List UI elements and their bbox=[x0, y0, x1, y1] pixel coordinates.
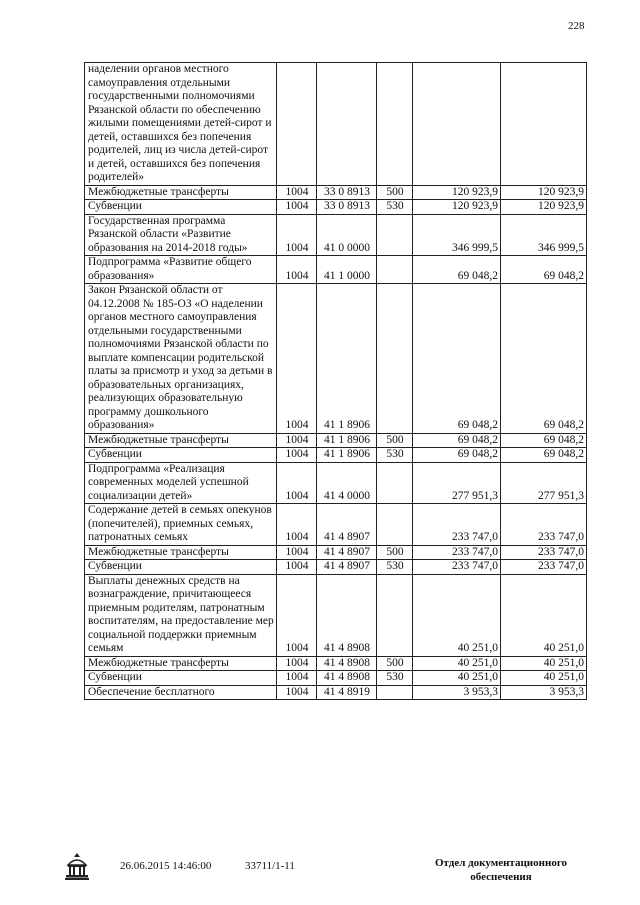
cell-type: 530 bbox=[377, 560, 413, 575]
cell-code: 41 4 8919 bbox=[317, 685, 377, 700]
emblem-logo bbox=[62, 851, 92, 881]
footer-department bbox=[416, 856, 586, 884]
cell-name: Межбюджетные трансферты bbox=[85, 545, 277, 560]
cell-name: Межбюджетные трансферты bbox=[85, 656, 277, 671]
table-row bbox=[85, 545, 587, 560]
cell-code: 33 0 8913 bbox=[317, 185, 377, 200]
cell-section: 1004 bbox=[277, 256, 317, 284]
cell-amount-1: 120 923,9 bbox=[413, 185, 501, 200]
cell-section: 1004 bbox=[277, 448, 317, 463]
cell-type bbox=[377, 462, 413, 504]
cell-amount-1: 346 999,5 bbox=[413, 214, 501, 256]
cell-amount-2: 120 923,9 bbox=[501, 185, 587, 200]
cell-amount-1: 40 251,0 bbox=[413, 574, 501, 656]
cell-type bbox=[377, 574, 413, 656]
cell-amount-2: 346 999,5 bbox=[501, 214, 587, 256]
cell-code: 41 1 8906 bbox=[317, 448, 377, 463]
cell-amount-2: 233 747,0 bbox=[501, 545, 587, 560]
cell-code bbox=[317, 63, 377, 186]
budget-table bbox=[84, 62, 587, 700]
cell-amount-2: 69 048,2 bbox=[501, 256, 587, 284]
cell-amount-2: 69 048,2 bbox=[501, 448, 587, 463]
cell-code: 41 1 0000 bbox=[317, 256, 377, 284]
footer-doc-id: 33711/1-11 bbox=[245, 860, 295, 872]
cell-section: 1004 bbox=[277, 671, 317, 686]
cell-amount-1: 40 251,0 bbox=[413, 656, 501, 671]
table-row bbox=[85, 504, 587, 546]
table-row bbox=[85, 462, 587, 504]
cell-type bbox=[377, 504, 413, 546]
cell-amount-2: 40 251,0 bbox=[501, 671, 587, 686]
cell-name: Выплаты денежных средств на вознаграждение, причитающееся приемным родителям, патронатным воспитателям, на предоставление мер социальной поддержки приемным семьям bbox=[85, 574, 277, 656]
table-row bbox=[85, 256, 587, 284]
cell-name: Межбюджетные трансферты bbox=[85, 185, 277, 200]
cell-name: Субвенции bbox=[85, 560, 277, 575]
cell-section: 1004 bbox=[277, 433, 317, 448]
cell-name: Закон Рязанской области от 04.12.2008 № 185-ОЗ «О наделении органов местного самоуправления отдельными государственными полномочиями Рязанской области по выплате компенсации родительской платы за присмотр и уход за детьми в образовательных организациях, реализующих образовательную программу дошкольного образования» bbox=[85, 284, 277, 434]
cell-name: Подпрограмма «Реализация современных моделей успешной социализации детей» bbox=[85, 462, 277, 504]
cell-amount-1: 69 048,2 bbox=[413, 448, 501, 463]
cell-amount-1: 120 923,9 bbox=[413, 200, 501, 215]
cell-section: 1004 bbox=[277, 284, 317, 434]
table-row bbox=[85, 656, 587, 671]
cell-name: Субвенции bbox=[85, 671, 277, 686]
cell-name: Государственная программа Рязанской области «Развитие образования на 2014-2018 годы» bbox=[85, 214, 277, 256]
cell-amount-2: 120 923,9 bbox=[501, 200, 587, 215]
cell-code: 41 4 0000 bbox=[317, 462, 377, 504]
cell-amount-1: 277 951,3 bbox=[413, 462, 501, 504]
footer-timestamp: 26.06.2015 14:46:00 bbox=[120, 860, 212, 872]
cell-code: 41 4 8907 bbox=[317, 545, 377, 560]
cell-code: 41 4 8908 bbox=[317, 656, 377, 671]
cell-amount-1: 40 251,0 bbox=[413, 671, 501, 686]
cell-code: 41 4 8908 bbox=[317, 574, 377, 656]
cell-type bbox=[377, 63, 413, 186]
cell-amount-1: 233 747,0 bbox=[413, 545, 501, 560]
cell-section: 1004 bbox=[277, 462, 317, 504]
table-row bbox=[85, 214, 587, 256]
cell-code: 41 1 8906 bbox=[317, 433, 377, 448]
cell-name: Обеспечение бесплатного bbox=[85, 685, 277, 700]
cell-amount-2: 233 747,0 bbox=[501, 560, 587, 575]
cell-name: Содержание детей в семьях опекунов (попечителей), приемных семьях, патронатных семьях bbox=[85, 504, 277, 546]
cell-name: наделении органов местного самоуправления отдельными государственными полномочиями Рязанской области по обеспечению жилыми помещениями детей-сирот и детей, оставшихся без попечения родителей, лиц из числа детей-сирот и детей, оставшихся без попечения родителей» bbox=[85, 63, 277, 186]
page-number: 228 bbox=[568, 20, 585, 32]
cell-amount-2: 69 048,2 bbox=[501, 284, 587, 434]
table-row bbox=[85, 671, 587, 686]
cell-amount-2: 277 951,3 bbox=[501, 462, 587, 504]
cell-code: 41 1 8906 bbox=[317, 284, 377, 434]
cell-section: 1004 bbox=[277, 504, 317, 546]
cell-amount-1: 233 747,0 bbox=[413, 560, 501, 575]
cell-amount-1: 69 048,2 bbox=[413, 284, 501, 434]
cell-type: 530 bbox=[377, 200, 413, 215]
cell-section: 1004 bbox=[277, 685, 317, 700]
cell-type: 500 bbox=[377, 433, 413, 448]
cell-code: 41 4 8907 bbox=[317, 560, 377, 575]
cell-type: 500 bbox=[377, 545, 413, 560]
footer-department-line1: Отдел документационного bbox=[434, 857, 568, 869]
table-row bbox=[85, 574, 587, 656]
cell-section: 1004 bbox=[277, 200, 317, 215]
cell-code: 41 4 8908 bbox=[317, 671, 377, 686]
cell-name: Подпрограмма «Развитие общего образования» bbox=[85, 256, 277, 284]
cell-amount-1: 233 747,0 bbox=[413, 504, 501, 546]
cell-section: 1004 bbox=[277, 656, 317, 671]
cell-type: 530 bbox=[377, 448, 413, 463]
cell-amount-2 bbox=[501, 63, 587, 186]
table-row bbox=[85, 200, 587, 215]
cell-amount-1: 69 048,2 bbox=[413, 256, 501, 284]
cell-code: 41 4 8907 bbox=[317, 504, 377, 546]
cell-type: 500 bbox=[377, 185, 413, 200]
cell-section bbox=[277, 63, 317, 186]
cell-type bbox=[377, 214, 413, 256]
cell-type bbox=[377, 256, 413, 284]
cell-type: 530 bbox=[377, 671, 413, 686]
table-row bbox=[85, 284, 587, 434]
table-row bbox=[85, 448, 587, 463]
cell-amount-2: 40 251,0 bbox=[501, 574, 587, 656]
cell-section: 1004 bbox=[277, 185, 317, 200]
cell-section: 1004 bbox=[277, 560, 317, 575]
cell-amount-2: 3 953,3 bbox=[501, 685, 587, 700]
table-row bbox=[85, 63, 587, 186]
cell-amount-1 bbox=[413, 63, 501, 186]
cell-name: Субвенции bbox=[85, 448, 277, 463]
footer-department-line2: обеспечения bbox=[470, 871, 532, 883]
cell-code: 41 0 0000 bbox=[317, 214, 377, 256]
cell-amount-2: 40 251,0 bbox=[501, 656, 587, 671]
cell-code: 33 0 8913 bbox=[317, 200, 377, 215]
cell-amount-2: 233 747,0 bbox=[501, 504, 587, 546]
cell-name: Межбюджетные трансферты bbox=[85, 433, 277, 448]
table-row bbox=[85, 560, 587, 575]
cell-section: 1004 bbox=[277, 545, 317, 560]
cell-name: Субвенции bbox=[85, 200, 277, 215]
cell-type: 500 bbox=[377, 656, 413, 671]
table-row bbox=[85, 433, 587, 448]
table-row bbox=[85, 185, 587, 200]
table-row bbox=[85, 685, 587, 700]
cell-section: 1004 bbox=[277, 574, 317, 656]
cell-type bbox=[377, 284, 413, 434]
cell-amount-1: 69 048,2 bbox=[413, 433, 501, 448]
cell-amount-1: 3 953,3 bbox=[413, 685, 501, 700]
cell-section: 1004 bbox=[277, 214, 317, 256]
cell-amount-2: 69 048,2 bbox=[501, 433, 587, 448]
cell-type bbox=[377, 685, 413, 700]
